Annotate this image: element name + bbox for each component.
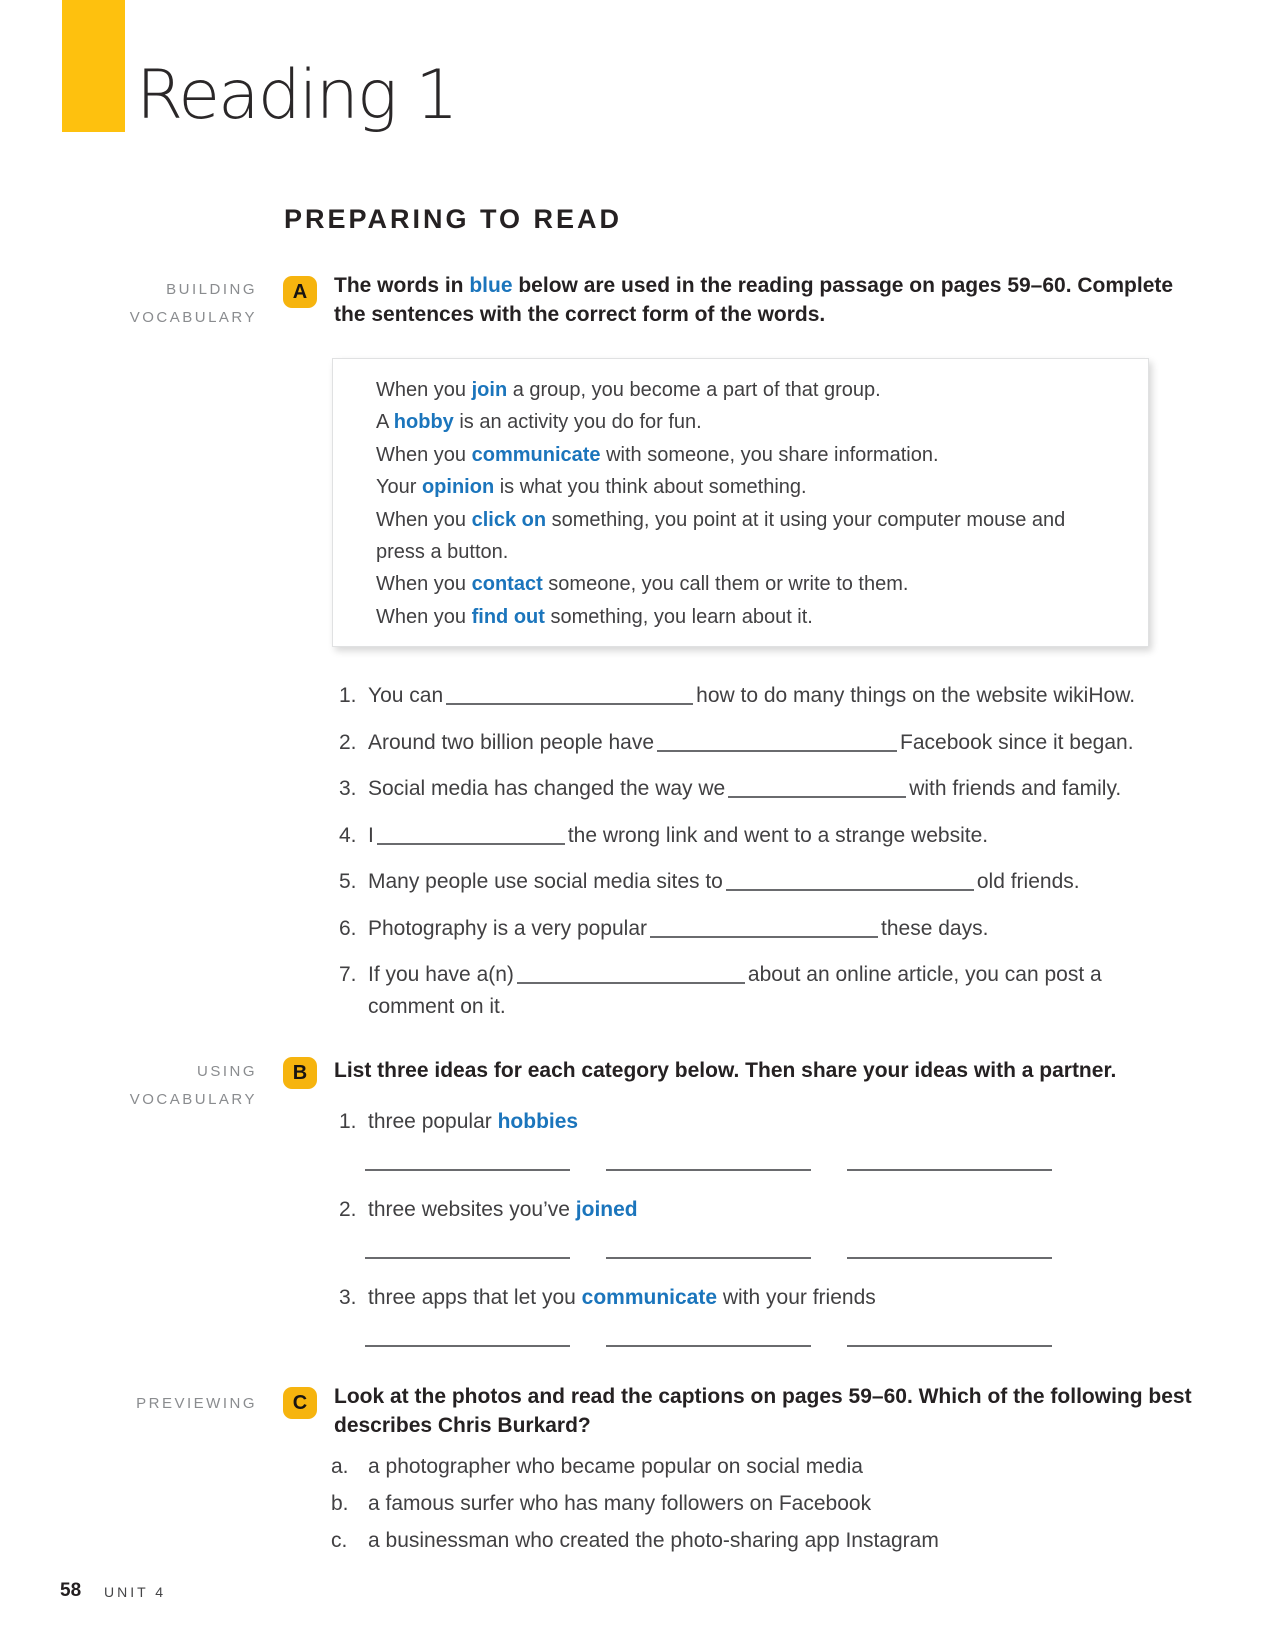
option-text: a businessman who created the photo-sharing app Instagram: [368, 1529, 939, 1552]
option-letter: a.: [331, 1455, 349, 1478]
definition-text: someone, you call them or write to them.: [542, 573, 909, 596]
activity-badge-a: A: [283, 276, 317, 308]
definition-text: with someone, you share information.: [600, 443, 939, 466]
vocab-word: contact: [471, 573, 543, 596]
definition-text: a group, you become a part of that group.: [507, 379, 881, 401]
vocab-word: click on: [471, 508, 547, 531]
instruction-c: [334, 1383, 1192, 1440]
vocab-word: opinion: [421, 476, 495, 499]
numbered-sentence: [339, 917, 988, 941]
option-row: [331, 1529, 939, 1553]
vocab-word: hobbies: [497, 1110, 579, 1133]
sentence-text: with friends and family.: [909, 777, 1122, 800]
category-item: [339, 1198, 638, 1222]
sidebar-label-line: BUILDING: [166, 281, 257, 298]
answer-blank: [606, 1235, 811, 1259]
numbered-sentence: [339, 963, 1102, 987]
definition-text: When you: [376, 379, 472, 401]
sentence-continuation: comment on it.: [368, 995, 506, 1018]
definition-text: something, you point at it using your computer mouse and: [546, 508, 1066, 531]
option-row: [331, 1492, 871, 1516]
definition-line: [376, 374, 1136, 406]
instruction-text: the sentences with the correct form of the words.: [334, 302, 826, 326]
numbered-sentence: [339, 684, 1135, 708]
sidebar-label-previewing: [57, 1390, 257, 1418]
category-text: three apps that let you: [368, 1286, 582, 1309]
answer-blank: [365, 1235, 570, 1259]
section-heading: PREPARING TO READ: [284, 204, 623, 234]
option-letter: b.: [331, 1492, 349, 1515]
category-item: [339, 1286, 876, 1310]
activity-badge-b: B: [283, 1057, 317, 1089]
sentence-text: the wrong link and went to a strange website.: [567, 824, 989, 847]
page-title: Reading 1: [136, 56, 457, 135]
instruction-text: below are used in the reading passage on pages 59–60. Complete: [512, 274, 1174, 297]
vocab-word: joined: [575, 1198, 638, 1221]
category-text: three popular: [368, 1110, 498, 1133]
instruction-text: Look at the photos and read the captions on pages 59–60. Which of the following best: [334, 1385, 1192, 1408]
instruction-b: List three ideas for each category below. Then share your ideas with a partner.: [334, 1059, 1117, 1082]
item-number: 3.: [339, 777, 357, 800]
sentence-text: these days.: [881, 917, 989, 940]
instruction-text: The words in: [334, 274, 470, 297]
category-item: [339, 1110, 578, 1134]
sentence-text: Many people use social media sites to: [368, 870, 723, 893]
definition-line: [376, 536, 1136, 568]
sentence-text: Photography is a very popular: [368, 917, 647, 940]
sentence-text: how to do many things on the website wikiHow.: [696, 684, 1136, 707]
definition-text: is an activity you do for fun.: [453, 411, 702, 434]
definition-line: [376, 601, 1136, 633]
item-number: 4.: [339, 824, 357, 847]
answer-blank: [847, 1235, 1052, 1259]
answer-blank: [606, 1323, 811, 1347]
instruction-a: [334, 272, 1173, 329]
instruction-text: describes Chris Burkard?: [334, 1413, 591, 1437]
item-number: 6.: [339, 917, 357, 940]
definition-text: When you: [376, 573, 472, 596]
numbered-sentence: [339, 870, 1080, 894]
sentence-text: Facebook since it began.: [900, 731, 1134, 754]
sidebar-label-building-vocabulary: [57, 276, 257, 332]
item-number: 1.: [339, 684, 357, 707]
numbered-sentence: [339, 777, 1121, 801]
item-number: 2.: [339, 731, 357, 754]
option-text: a photographer who became popular on social media: [368, 1455, 863, 1478]
numbered-sentence: [339, 731, 1134, 755]
category-text: three websites you’ve: [368, 1198, 576, 1221]
vocab-word: communicate: [581, 1286, 718, 1309]
answer-blank: [606, 1147, 811, 1171]
vocab-word: hobby: [393, 411, 454, 434]
highlighted-word: blue: [469, 274, 513, 297]
answer-blank: [847, 1147, 1052, 1171]
activity-badge-c: C: [283, 1387, 317, 1419]
option-text: a famous surfer who has many followers on Facebook: [368, 1492, 872, 1515]
sidebar-label-line: VOCABULARY: [129, 309, 257, 326]
definition-line: [376, 504, 1136, 536]
sentence-text: Around two billion people have: [368, 731, 655, 754]
item-number: 5.: [339, 870, 357, 893]
answer-blank: [365, 1323, 570, 1347]
definition-text: Your: [376, 476, 422, 499]
definition-text: When you: [376, 508, 472, 531]
item-number: 3.: [339, 1286, 357, 1309]
sidebar-label-using-vocabulary: [57, 1058, 257, 1114]
sentence-text: If you have a(n): [368, 963, 514, 986]
answer-blank-row: [365, 1235, 1052, 1264]
definition-text: is what you think about something.: [494, 476, 807, 499]
vocab-word: join: [471, 379, 508, 401]
definition-text: When you: [376, 443, 472, 466]
title-accent-bar: [62, 0, 125, 132]
unit-label: UNIT 4: [104, 1584, 167, 1600]
item-number: 7.: [339, 963, 357, 986]
definition-text: press a button.: [376, 541, 509, 564]
vocab-word: find out: [471, 605, 545, 628]
definition-text: something, you learn about it.: [544, 605, 813, 628]
answer-blank: [517, 967, 745, 984]
answer-blank: [365, 1147, 570, 1171]
sidebar-label-line: USING: [196, 1063, 257, 1080]
sentence-text: about an online article, you can post a: [747, 963, 1102, 986]
answer-blank: [728, 781, 906, 798]
definition-line: [376, 439, 1136, 471]
sentence-text: You can: [368, 684, 444, 707]
sidebar-label-line: VOCABULARY: [129, 1091, 257, 1108]
sentence-text: old friends.: [976, 870, 1080, 893]
category-text: with your friends: [717, 1286, 876, 1309]
sidebar-label-line: PREVIEWING: [136, 1395, 257, 1412]
definition-line: [376, 406, 1136, 438]
answer-blank: [847, 1323, 1052, 1347]
vocabulary-definitions-box: [332, 358, 1149, 647]
answer-blank-row: [365, 1323, 1052, 1352]
item-number: 2.: [339, 1198, 357, 1221]
definition-line: [376, 568, 1136, 600]
answer-blank: [446, 688, 693, 705]
answer-blank: [377, 828, 565, 845]
sentence-text: Social media has changed the way we: [368, 777, 726, 800]
option-letter: c.: [331, 1529, 348, 1552]
vocab-word: communicate: [471, 443, 601, 466]
answer-blank: [650, 921, 878, 938]
option-row: [331, 1455, 863, 1479]
answer-blank-row: [365, 1147, 1052, 1176]
definition-text: When you: [376, 605, 472, 628]
definition-line: [376, 471, 1136, 503]
sentence-text: I: [368, 824, 374, 847]
numbered-sentence: [339, 824, 988, 848]
answer-blank: [657, 735, 897, 752]
definition-text: A: [376, 411, 394, 434]
item-number: 1.: [339, 1110, 357, 1133]
answer-blank: [726, 874, 974, 891]
page-number: 58: [60, 1580, 82, 1601]
